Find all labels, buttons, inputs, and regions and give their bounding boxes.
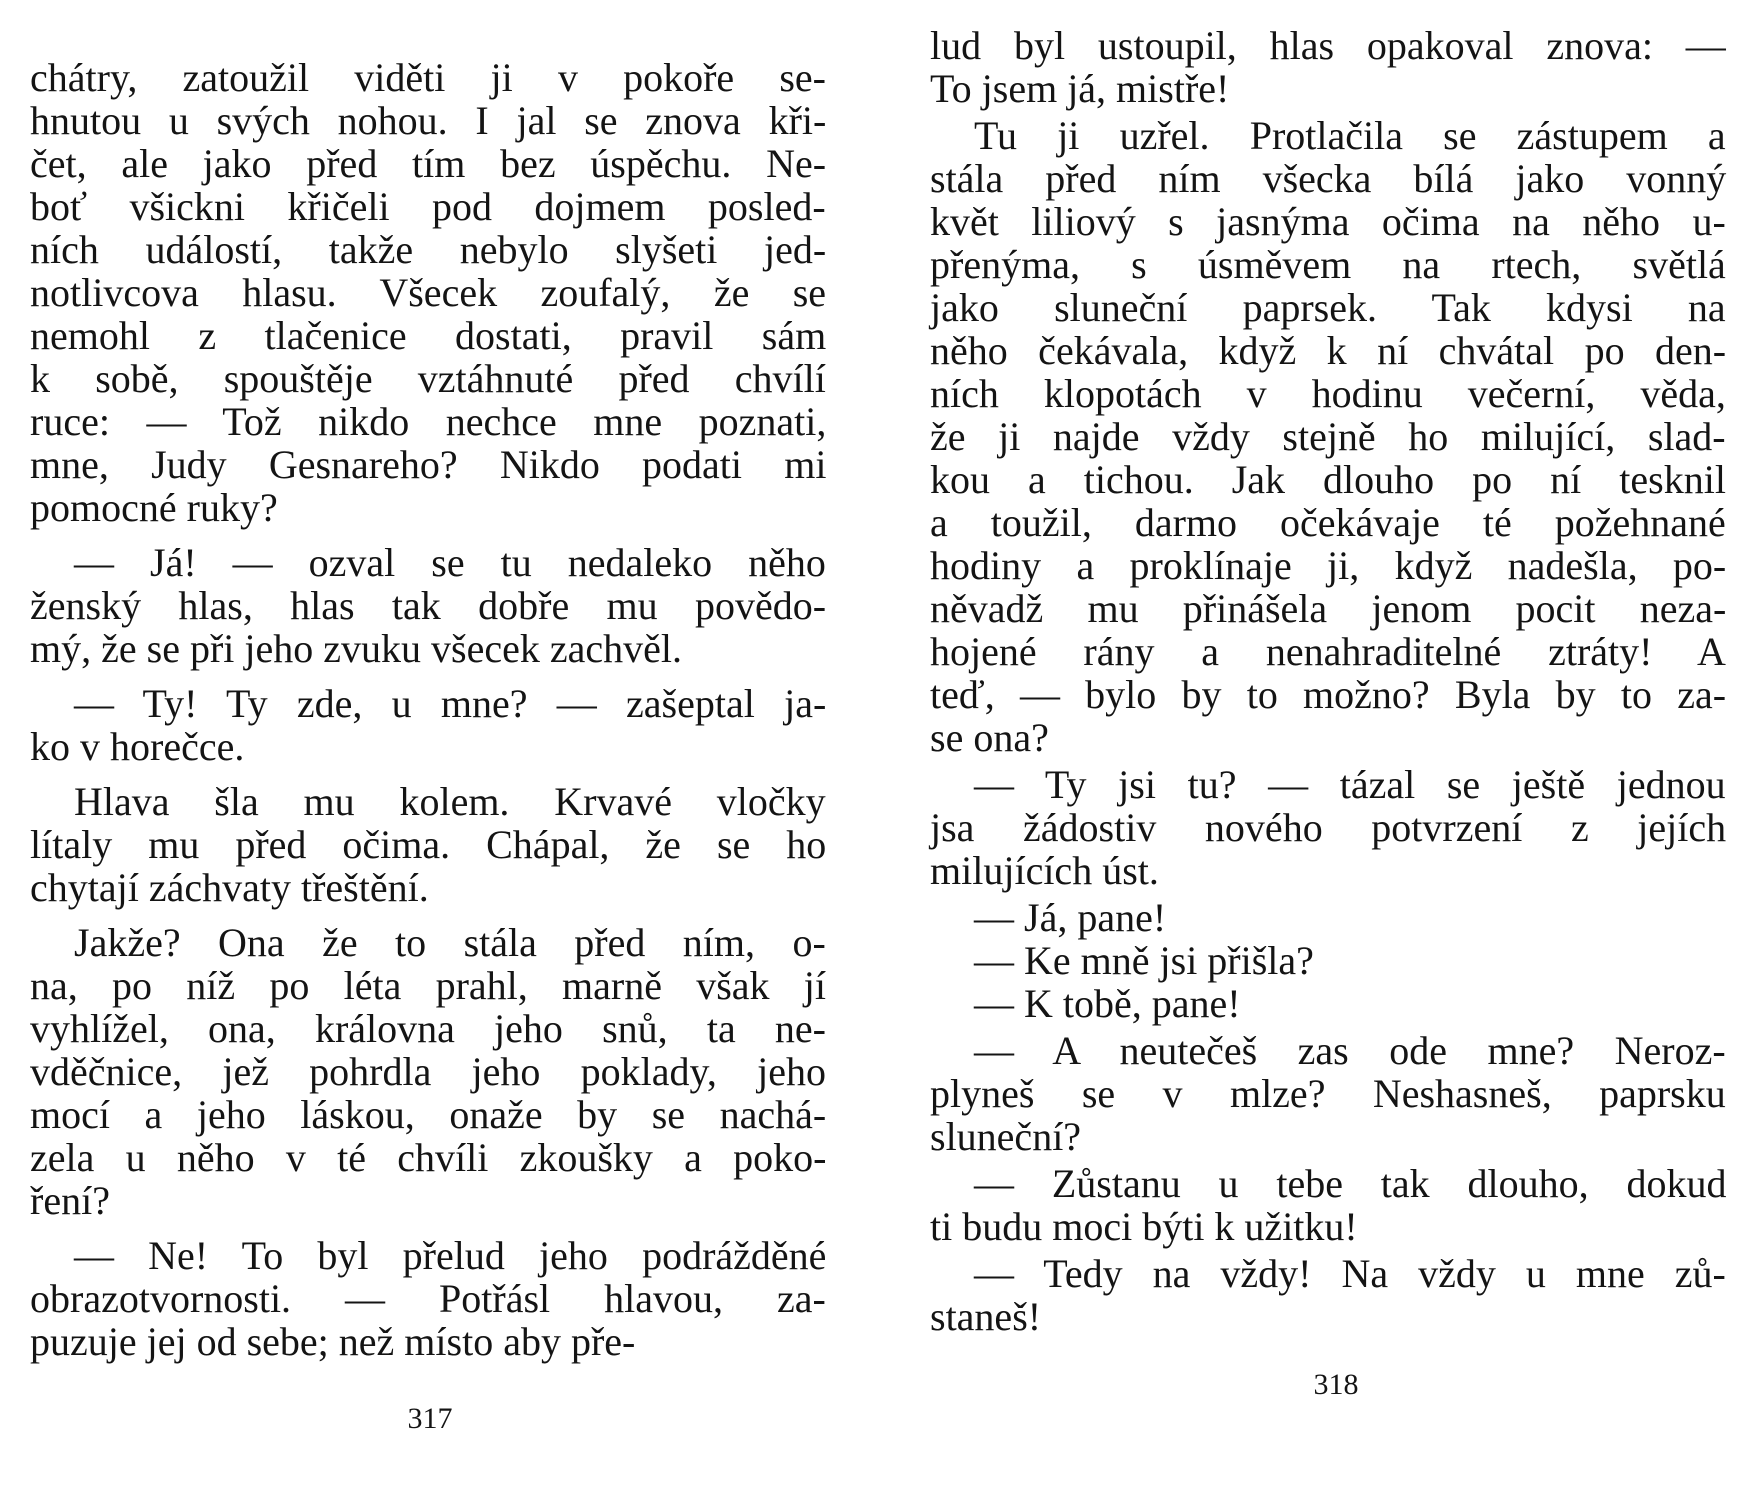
page-number: 317 [407,1402,453,1435]
text-line: puzuje jej od sebe; než místo aby pře- [30,1319,636,1364]
text-line: něvadž mu přinášela jenom pocit neza- [930,586,1727,631]
text-line: teď, — bylo by to možno? Byla by to za- [930,672,1727,717]
text-line: mocí a jeho láskou, onaže by se nachá- [30,1092,827,1137]
text-line: Tu ji uzřel. Protlačila se zástupem a [974,113,1726,158]
text-line: — K tobě, pane! [974,981,1241,1026]
text-line: — Tedy na vždy! Na vždy u mne zů- [974,1251,1726,1296]
text-line: ření? [30,1178,110,1223]
text-line: na, po níž po léta prahl, marně však jí [30,963,827,1008]
text-line: se ona? [930,715,1049,760]
text-line: pomocné ruky? [30,485,278,530]
text-line: staneš! [930,1294,1042,1339]
text-line: že ji najde vždy stejně ho milující, slad- [930,414,1726,459]
text-line: To jsem já, mistře! [930,66,1230,111]
text-line: jsa žádostiv nového potvrzení z jejích [930,805,1727,850]
text-line: přenýma, s úsměvem na rtech, světlá [930,242,1726,287]
text-line: chytají záchvaty třeštění. [30,865,429,910]
text-line: ti budu moci býti k užitku! [930,1204,1358,1249]
text-line: notlivcova hlasu. Všecek zoufalý, že se [30,270,827,315]
text-line: — Zůstanu u tebe tak dlouho, dokud [974,1161,1727,1206]
text-line: ruce: — Tož nikdo nechce mne poznati, [30,399,827,444]
text-line: jako sluneční paprsek. Tak kdysi na [930,285,1726,330]
text-line: — Ty! Ty zde, u mne? — zašeptal ja- [74,681,827,726]
text-line: — Ne! To byl přelud jeho podrážděné [74,1233,827,1278]
text-line: — Ty jsi tu? — tázal se ještě jednou [974,762,1726,807]
text-line: sluneční? [930,1114,1082,1159]
text-line: ních událostí, takže nebylo slyšeti jed- [30,227,827,272]
text-line: — Já! — ozval se tu nedaleko něho [74,540,826,585]
text-line: Hlava šla mu kolem. Krvavé vločky [74,779,826,824]
text-line: — A neutečeš zas ode mne? Neroz- [974,1028,1726,1073]
text-line: Jakže? Ona že to stála před ním, o- [74,920,826,965]
text-line: hodiny a proklínaje ji, když nadešla, po- [930,543,1727,588]
text-line: stála před ním všecka bílá jako vonný [930,156,1727,201]
text-line: lud byl ustoupil, hlas opakoval znova: — [930,23,1726,68]
text-line: lítaly mu před očima. Chápal, že se ho [30,822,827,867]
text-line: vděčnice, jež pohrdla jeho poklady, jeho [30,1049,826,1094]
text-line: ženský hlas, hlas tak dobře mu povědo- [30,583,827,628]
text-line: obrazotvornosti. — Potřásl hlavou, za- [30,1276,826,1321]
text-line: — Ke mně jsi přišla? [974,938,1314,983]
page-number: 318 [1313,1368,1359,1401]
text-line: k sobě, spouštěje vztáhnuté před chvílí [30,356,826,401]
text-line: — Já, pane! [974,895,1167,940]
text-line: vyhlížel, ona, královna jeho snů, ta ne- [30,1006,826,1051]
text-line: hojené rány a nenahraditelné ztráty! A [930,629,1726,674]
text-line: mý, že se při jeho zvuku všecek zachvěl. [30,626,682,671]
text-line: plyneš se v mlze? Neshasneš, paprsku [930,1071,1726,1116]
text-line: kou a tichou. Jak dlouho po ní tesknil [930,457,1726,502]
text-line: mne, Judy Gesnareho? Nikdo podati mi [30,442,827,487]
text-line: něho čekávala, když k ní chvátal po den- [930,328,1727,373]
text-line: květ liliový s jasnýma očima na něho u- [930,199,1726,244]
text-line: milujících úst. [930,848,1159,893]
text-line: a toužil, darmo očekávaje té požehnané [930,500,1726,545]
text-line: chátry, zatoužil viděti ji v pokoře se- [30,55,827,100]
text-line: nemohl z tlačenice dostati, pravil sám [30,313,827,358]
text-line: zela u něho v té chvíli zkoušky a poko- [30,1135,827,1180]
text-line: ních klopotách v hodinu večerní, věda, [930,371,1726,416]
text-line: hnutou u svých nohou. I jal se znova kři- [30,98,827,143]
text-line: čet, ale jako před tím bez úspěchu. Ne- [30,141,827,186]
text-line: boť všickni křičeli pod dojmem posled- [30,184,826,229]
text-line: ko v horečce. [30,724,245,769]
